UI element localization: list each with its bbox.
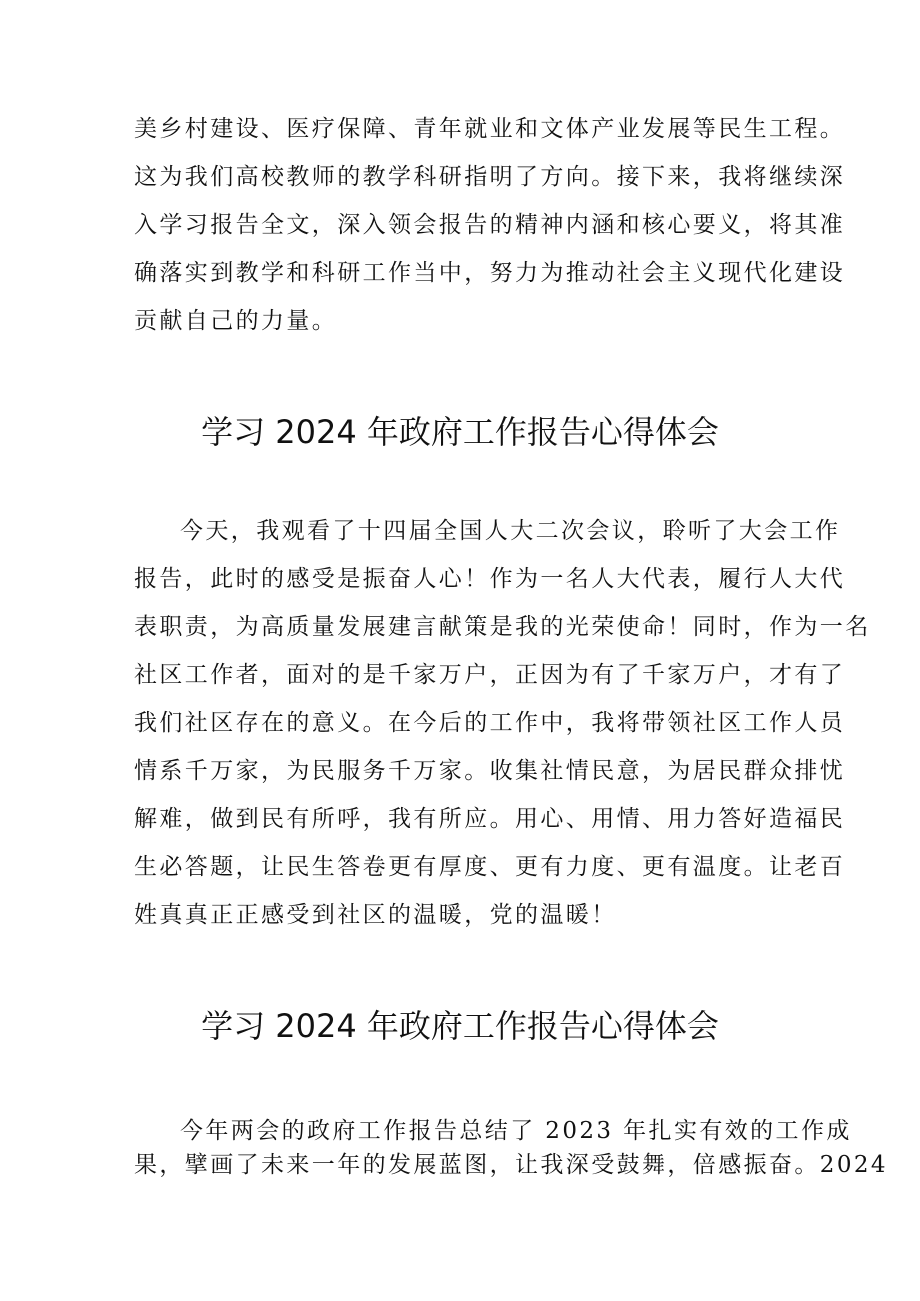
paragraph-line: 解难，做到民有所呼，我有所应。用心、用情、用力答好造福民 [134,806,846,832]
section-heading: 学习 2024 年政府工作报告心得体会 [201,1007,719,1045]
paragraph-line: 贡献自己的力量。 [134,308,338,334]
paragraph-line: 确落实到教学和科研工作当中，努力为推动社会主义现代化建设 [134,260,846,286]
paragraph-line: 今天，我观看了十四届全国人大二次会议，聆听了大会工作 [180,518,841,544]
paragraph-line: 入学习报告全文，深入领会报告的精神内涵和核心要义，将其准 [134,212,846,238]
section-heading: 学习 2024 年政府工作报告心得体会 [201,413,719,451]
paragraph-line: 美乡村建设、医疗保障、青年就业和文体产业发展等民生工程。 [134,116,846,142]
paragraph-line: 表职责，为高质量发展建言献策是我的光荣使命！同时，作为一名 [134,614,871,640]
paragraph-line: 姓真真正正感受到社区的温暖，党的温暖！ [134,902,617,928]
paragraph-line: 生必答题，让民生答卷更有厚度、更有力度、更有温度。让老百 [134,854,846,880]
paragraph-line: 这为我们高校教师的教学科研指明了方向。接下来，我将继续深 [134,164,846,190]
paragraph-line: 今年两会的政府工作报告总结了 2023 年扎实有效的工作成 [180,1118,852,1144]
paragraph-line: 社区工作者，面对的是千家万户，正因为有了千家万户，才有了 [134,662,846,688]
paragraph-line: 我们社区存在的意义。在今后的工作中，我将带领社区工作人员 [134,710,846,736]
paragraph-line: 情系千万家，为民服务千万家。收集社情民意，为居民群众排忧 [134,758,846,784]
paragraph-line: 果，擘画了未来一年的发展蓝图，让我深受鼓舞，倍感振奋。2024 [134,1152,888,1178]
paragraph-line: 报告，此时的感受是振奋人心！作为一名人大代表，履行人大代 [134,566,846,592]
